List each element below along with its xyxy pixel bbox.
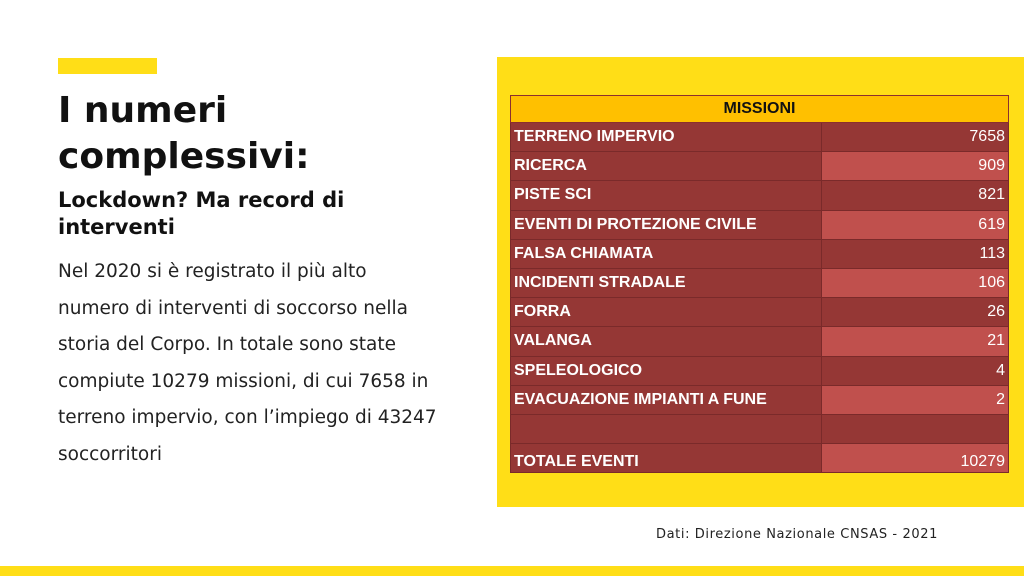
total-label: TOTALE EVENTI <box>511 444 822 473</box>
total-value: 10279 <box>822 444 1009 473</box>
slide-body-text: Nel 2020 si è registrato il più alto numero di interventi di soccorso nella storia del Corpo. In totale sono state compiute 10279 missioni, di cui 7658 in terreno impervio, con l’impiego di 43247 soccorritori <box>58 261 437 465</box>
row-label: PISTE SCI <box>511 181 822 210</box>
table-row <box>511 356 1009 385</box>
row-value: 2 <box>822 385 1009 414</box>
row-label: SPELEOLOGICO <box>511 356 822 385</box>
table-row-empty <box>511 414 1009 443</box>
table-header-row <box>511 96 1009 123</box>
row-value: 821 <box>822 181 1009 210</box>
row-value: 4 <box>822 356 1009 385</box>
source-caption: Dati: Direzione Nazionale CNSAS - 2021 <box>656 527 938 542</box>
row-label: FORRA <box>511 298 822 327</box>
row-label: EVACUAZIONE IMPIANTI A FUNE <box>511 385 822 414</box>
table-row <box>511 181 1009 210</box>
row-label: TERRENO IMPERVIO <box>511 123 822 152</box>
row-label: FALSA CHIAMATA <box>511 239 822 268</box>
table-row <box>511 385 1009 414</box>
row-label: EVENTI DI PROTEZIONE CIVILE <box>511 210 822 239</box>
accent-bar <box>58 58 157 74</box>
table-row <box>511 210 1009 239</box>
slide-title: I numeri complessivi: <box>58 90 310 177</box>
row-label <box>511 414 822 443</box>
row-label: VALANGA <box>511 327 822 356</box>
table-row <box>511 152 1009 181</box>
row-value: 113 <box>822 239 1009 268</box>
row-label: RICERCA <box>511 152 822 181</box>
slide-subtitle: Lockdown? Ma record di interventi <box>58 188 345 239</box>
table-row <box>511 327 1009 356</box>
row-value <box>822 414 1009 443</box>
row-value: 909 <box>822 152 1009 181</box>
row-value: 26 <box>822 298 1009 327</box>
row-label: INCIDENTI STRADALE <box>511 268 822 297</box>
row-value: 21 <box>822 327 1009 356</box>
table-row <box>511 298 1009 327</box>
bottom-accent-bar <box>0 566 1024 576</box>
row-value: 106 <box>822 268 1009 297</box>
missions-table <box>510 95 1009 473</box>
table-row <box>511 123 1009 152</box>
row-value: 619 <box>822 210 1009 239</box>
table-header: MISSIONI <box>511 96 1009 123</box>
table-total-row <box>511 444 1009 473</box>
row-value: 7658 <box>822 123 1009 152</box>
table-row <box>511 268 1009 297</box>
table-row <box>511 239 1009 268</box>
